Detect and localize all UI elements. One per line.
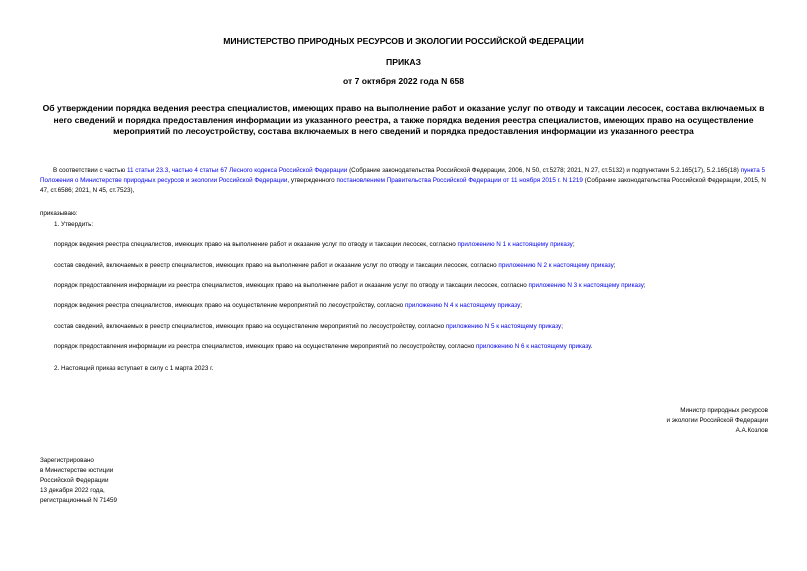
registration-line-2: в Министерстве юстиции bbox=[40, 467, 114, 474]
document-date-number: от 7 октября 2022 года N 658 bbox=[342, 76, 465, 86]
subitem-text: порядок предоставления информации из реестра специалистов, имеющих право на осуществление мероприятий по лесоустройству, согласно bbox=[54, 343, 476, 350]
subitem-end: ; bbox=[643, 282, 646, 289]
link-appendix-5[interactable]: приложению N 5 к настоящему приказу bbox=[445, 323, 562, 330]
subitem-text: состав сведений, включаемых в реестр специалистов, имеющих право на осуществление мероприятий по лесоустройству, согласно bbox=[54, 323, 446, 330]
link-article-23-3[interactable]: 11 статьи 23.3 bbox=[126, 167, 169, 174]
item-1: 1. Утвердить: bbox=[54, 221, 94, 228]
link-forest-code[interactable]: частью 4 статьи 67 Лесного кодекса Российской Федерации bbox=[171, 167, 348, 174]
signature-line-1: Министр природных ресурсов bbox=[680, 407, 768, 414]
subitem-4 bbox=[54, 301, 769, 311]
signature-block bbox=[667, 406, 768, 436]
subitem-end: . bbox=[590, 343, 593, 350]
preamble-paragraph bbox=[40, 166, 769, 196]
link-appendix-1[interactable]: приложению N 1 к настоящему приказу bbox=[457, 241, 573, 248]
subitem-end: ; bbox=[572, 241, 575, 248]
link-appendix-4[interactable]: приложению N 4 к настоящему приказу bbox=[404, 302, 521, 309]
order-verb: приказываю: bbox=[40, 210, 78, 217]
subitem-text: порядок ведения реестра специалистов, имеющих право на осуществление мероприятий по лесоустройству, согласно bbox=[54, 302, 405, 309]
link-appendix-2[interactable]: приложению N 2 к настоящему приказу bbox=[498, 262, 614, 269]
signature-line-2: и экологии Российской Федерации bbox=[666, 417, 768, 424]
subitem-1 bbox=[54, 240, 769, 250]
subitem-text: порядок предоставления информации из реестра специалистов, имеющих право на выполнение работ и оказание услуг по отводу и таксации лесосек, согласно bbox=[54, 282, 529, 289]
subitem-end: ; bbox=[520, 302, 523, 309]
subitem-text: состав сведений, включаемых в реестр специалистов, имеющих право на выполнение работ и оказание услуг по отводу и таксации лесосек, согласно bbox=[54, 262, 499, 269]
link-appendix-3[interactable]: приложению N 3 к настоящему приказу bbox=[528, 282, 644, 289]
registration-line-3: Российской Федерации bbox=[40, 477, 109, 484]
link-government-resolution[interactable]: постановлением Правительства Российской Федерации от 11 ноября 2015 г. N 1219 bbox=[336, 177, 583, 184]
link-appendix-6[interactable]: приложению N 6 к настоящему приказу bbox=[475, 343, 591, 350]
preamble-text-1: В соответствии с частью bbox=[53, 167, 127, 174]
preamble-text-2: , bbox=[168, 167, 172, 174]
document-type: ПРИКАЗ bbox=[386, 57, 421, 67]
item-2: 2. Настоящий приказ вступает в силу с 1 марта 2023 г. bbox=[54, 365, 214, 372]
subitem-text: порядок ведения реестра специалистов, имеющих право на выполнение работ и оказание услуг по отводу и таксации лесосек, согласно bbox=[54, 241, 458, 248]
ministry-heading: МИНИСТЕРСТВО ПРИРОДНЫХ РЕСУРСОВ И ЭКОЛОГИИ РОССИЙСКОЙ ФЕДЕРАЦИИ bbox=[223, 36, 584, 46]
document-title: Об утверждении порядка ведения реестра специалистов, имеющих право на выполнение работ и оказание услуг по отводу и таксации лесосек, состава включаемых в него сведений и порядка предоставления информации из указанного реестра, а также порядка ведения реестра специалистов, имеющих право на осуществление мероприятий по лесоустройству, состава включаемых в него сведений и порядка предоставления информации из указанного реестра bbox=[42, 103, 765, 137]
registration-line-1: Зарегистрировано bbox=[40, 457, 94, 464]
preamble-text-4: , утвержденного bbox=[287, 177, 337, 184]
registration-date: 13 декабря 2022 года, bbox=[40, 487, 105, 494]
registration-block bbox=[40, 456, 117, 506]
preamble-text-5: (Собрание законодательства Российской Федерации, 2015, N 47, ст.6586; 2021, N 45, ст.7523), bbox=[40, 177, 766, 194]
subitem-2 bbox=[54, 261, 769, 271]
subitem-3 bbox=[54, 281, 769, 291]
link-ministry-regulation[interactable]: пункта 5 Положения о Министерстве природных ресурсов и экологии Российской Федерации bbox=[40, 167, 765, 184]
subitem-end: ; bbox=[561, 323, 563, 330]
preamble-text-3: (Собрание законодательства Российской Федерации, 2006, N 50, ст.5278; 2021, N 27, ст.5132) и подпунктами 5.2.165(17), 5.2.165(18) bbox=[347, 167, 741, 174]
signature-name: А.А.Козлов bbox=[735, 427, 768, 434]
subitem-end: ; bbox=[613, 262, 616, 269]
subitem-6 bbox=[54, 342, 769, 352]
registration-number: регистрационный N 71459 bbox=[40, 497, 118, 504]
subitem-5 bbox=[54, 322, 769, 332]
